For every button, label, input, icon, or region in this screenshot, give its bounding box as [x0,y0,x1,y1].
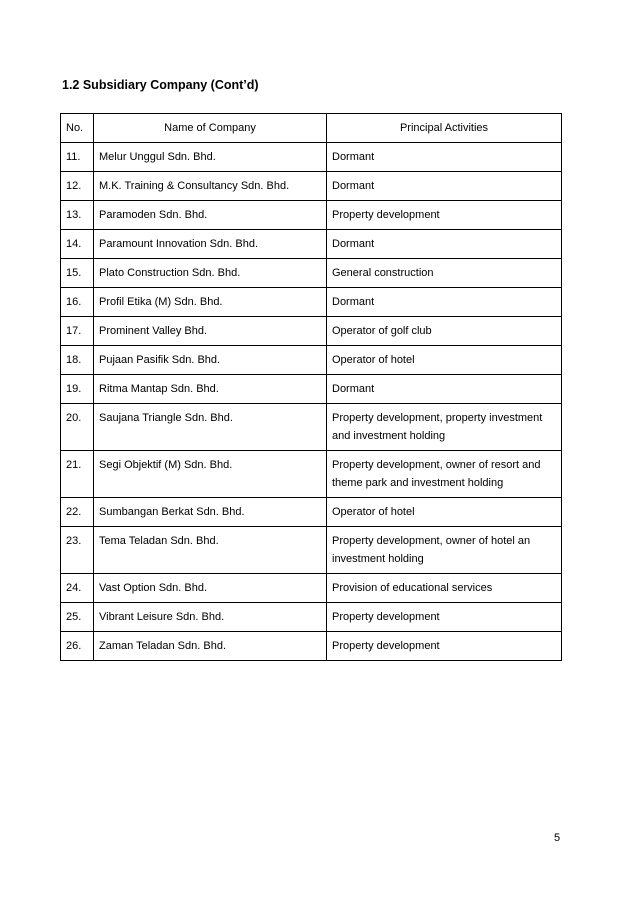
table-row [61,230,562,259]
row-number: 12. [61,172,94,201]
table-row [61,201,562,230]
table-header-row [61,114,562,143]
page-number: 5 [554,832,561,844]
row-number: 21. [61,451,94,498]
row-number: 14. [61,230,94,259]
row-number: 20. [61,404,94,451]
section-heading: 1.2 Subsidiary Company (Cont’d) [62,78,259,92]
row-number: 13. [61,201,94,230]
company-name: Paramount Innovation Sdn. Bhd. [94,230,327,259]
company-name: Plato Construction Sdn. Bhd. [94,259,327,288]
header-principal-activities: Principal Activities [327,114,562,143]
table-body [61,143,562,661]
principal-activity: Property development [327,201,562,230]
principal-activity: Operator of hotel [327,498,562,527]
row-number: 11. [61,143,94,172]
table-row [61,527,562,574]
company-name: Prominent Valley Bhd. [94,317,327,346]
principal-activity: Property development [327,603,562,632]
company-name: Vibrant Leisure Sdn. Bhd. [94,603,327,632]
table-row [61,346,562,375]
company-name: Sumbangan Berkat Sdn. Bhd. [94,498,327,527]
header-company-name: Name of Company [94,114,327,143]
row-number: 25. [61,603,94,632]
table-row [61,451,562,498]
row-number: 24. [61,574,94,603]
table-row [61,632,562,661]
principal-activity: Dormant [327,230,562,259]
subsidiary-table [60,113,562,661]
table-row [61,498,562,527]
table-row [61,288,562,317]
principal-activity: Dormant [327,375,562,404]
row-number: 15. [61,259,94,288]
row-number: 16. [61,288,94,317]
table-row [61,404,562,451]
principal-activity: Provision of educational services [327,574,562,603]
company-name: Profil Etika (M) Sdn. Bhd. [94,288,327,317]
principal-activity: Dormant [327,143,562,172]
header-no: No. [61,114,94,143]
company-name: Tema Teladan Sdn. Bhd. [94,527,327,574]
principal-activity: Operator of golf club [327,317,562,346]
row-number: 22. [61,498,94,527]
table-row [61,317,562,346]
company-name: Ritma Mantap Sdn. Bhd. [94,375,327,404]
company-name: Paramoden Sdn. Bhd. [94,201,327,230]
table-row [61,172,562,201]
table-row [61,375,562,404]
company-name: Segi Objektif (M) Sdn. Bhd. [94,451,327,498]
table-row [61,574,562,603]
principal-activity: Dormant [327,172,562,201]
principal-activity: Property development [327,632,562,661]
company-name: M.K. Training & Consultancy Sdn. Bhd. [94,172,327,201]
company-name: Saujana Triangle Sdn. Bhd. [94,404,327,451]
principal-activity: Property development, owner of resort and theme park and investment holding [327,451,562,498]
table-row [61,259,562,288]
table-row [61,143,562,172]
principal-activity: General construction [327,259,562,288]
company-name: Zaman Teladan Sdn. Bhd. [94,632,327,661]
row-number: 26. [61,632,94,661]
row-number: 23. [61,527,94,574]
principal-activity: Property development, owner of hotel an investment holding [327,527,562,574]
principal-activity: Dormant [327,288,562,317]
principal-activity: Property development, property investment and investment holding [327,404,562,451]
row-number: 18. [61,346,94,375]
row-number: 17. [61,317,94,346]
company-name: Pujaan Pasifik Sdn. Bhd. [94,346,327,375]
company-name: Melur Unggul Sdn. Bhd. [94,143,327,172]
row-number: 19. [61,375,94,404]
company-name: Vast Option Sdn. Bhd. [94,574,327,603]
principal-activity: Operator of hotel [327,346,562,375]
table-row [61,603,562,632]
